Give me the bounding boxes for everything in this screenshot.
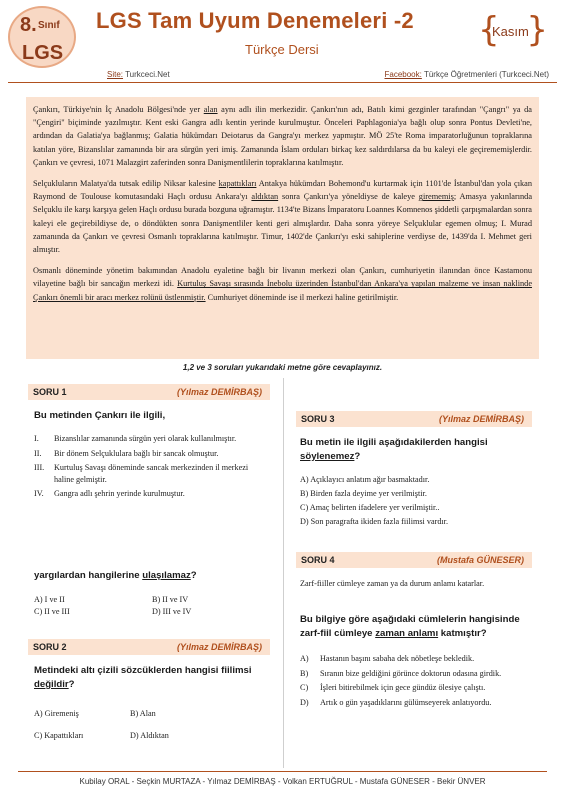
option-b[interactable]: B) Alan [130, 709, 156, 718]
month-label: Kasım [492, 24, 529, 39]
passage-paragraph-1: Çankırı, Türkiye'nin İç Anadolu Bölgesi'nde yer alan aynı adlı ilin merkezidir. Çankırı'nın adı, Batılı kimi gezginler tarafından "Çangrı" ya da "Çengiri" biçiminde yazılmıştır. Kent eski Gangra adlı kentin yerinde kurulmuştur. Önceleri Paphlagonia'ya bağlı olup sonra Pontus Devleti'ne, ardından da Galatia'ya bağlanmış; Galatia hükümdarı Deiotarus da Gangra'yı merkez yapmıştır. MÖ 25'te Roma imparatorluğunun topraklarına katılan yöre, Bizanslılar zamanında bir ara sürgün yeri imiş. Zamanında İslam orduları birkaç kez saldırdılarsa da bu kaleyi ele geçirememişlerdir. Çankırı ve çevresi, 1071 Malazgirt zaferinden sonra Danişmentlilerin topraklarına katılmıştır. [33, 105, 532, 167]
exam-label: LGS [22, 42, 64, 64]
question-4-text: Bu bilgiye göre aşağıdaki cümlelerin hangisinde zarf-fiil cümleye zaman anlamı katmıştır? [300, 614, 520, 639]
question-4-header: SORU 4 (Mustafa GÜNESER) [296, 552, 532, 568]
option-b[interactable]: B) Birden fazla deyime yer verilmiştir. [300, 489, 427, 498]
grade-suffix: Sınıf [38, 20, 60, 31]
option-d[interactable]: D) Artık o gün yaşadıklarını gülümseyerek anlatıyordu. [300, 697, 492, 707]
option-a[interactable]: A) Açıklayıcı anlatım ağır basmaktadır. [300, 475, 430, 484]
passage-paragraph-3: Osmanlı döneminde yönetim bakımından Anadolu eyaletine bağlı bir livanın merkezi olan Çankırı, cumhuriyetin ilanından önce Kastamonu vilayetine bağlı bir sancağın merkezi idi. Kurtuluş Savaşı sırasında İnebolu üzerinden İstanbul'dan Ankara'ya yapılan malzeme ve insan naklinde Çankırı önemli bir aracı merkez rolünü üstlenmiştir. Cumhuriyet döneminde ise il merkezi haline getirilmiştir. [33, 266, 532, 302]
list-item: III. Kurtuluş Savaşı döneminde sancak merkezinden il merkezi haline gelmiştir. [34, 463, 249, 484]
question-4-options [300, 653, 532, 711]
question-4-stem: Zarf-fiiller cümleye zaman ya da durum anlamı katarlar. [300, 579, 485, 588]
reading-passage [26, 97, 539, 359]
grade-number: 8. [20, 14, 37, 36]
site-link[interactable]: Site: Turkceci.Net [107, 70, 170, 79]
option-b[interactable]: B) II ve IV [152, 595, 189, 604]
facebook-link[interactable]: Facebook: Türkçe Öğretmenleri (Turkceci.Net) [384, 70, 549, 79]
footer-divider [18, 771, 547, 772]
instruction-text: 1,2 ve 3 soruları yukarıdaki metne göre cevaplayınız. [182, 363, 383, 372]
list-item: II. Bir dönem Selçuklulara bağlı bir sancak olmuştur. [34, 448, 219, 458]
question-2-text: Metindeki altı çizili sözcüklerden hangisi fiilimsi değildir? [34, 665, 252, 690]
passage-paragraph-2: Selçukluların Malatya'da tutsak edilip Niksar kalesine kapattıkları Antakya hükümdarı Bohemond'u kurtarmak için 1101'de İstanbul'dan yola çıkan Raymond de Toulouse komutasındaki Haçlı ordusu Ankara'yı aldıktan sonra Çankırı'ya yöneldiyse de kaleye girememiş; Amasya yakınlarında Selçuklu ile karşı karşıya gelen Haçlı ordusu burada bozguna uğramıştır. 1134'te Bizans İmparatoru Loannes Komnenos şiddetli çarpışmalardan sonra kaleyi ele geçirebildiyse de, o döndükten sonra Danişmentliler kenti geri almışlardır. Daha sonra yöreye Selçuklular egemen olmuş; I. Murad zamanında da Çankırı ve çevresi Osmanlı topraklarına katılmıştır. Timur, 1402'de Çankırı'yı eski sahiplerine verdiyse de, 1439'da I. Mehmet geri almıştır. [33, 179, 533, 255]
page-title: LGS Tam Uyum Denemeleri -2 [96, 8, 414, 33]
right-brace-icon: } [526, 10, 548, 50]
list-item: IV. Gangra adlı şehrin yerinde kurulmuştur. [34, 489, 185, 498]
question-3-header: SORU 3 (Yılmaz DEMİRBAŞ) [296, 411, 532, 427]
option-c[interactable]: C) II ve III [34, 607, 70, 616]
list-item: I. Bizanslılar zamanında sürgün yeri olarak kullanılmıştır. [34, 434, 237, 443]
question-1-items [34, 433, 270, 503]
question-2-header: SORU 2 (Yılmaz DEMİRBAŞ) [28, 639, 270, 655]
column-divider [283, 378, 284, 768]
question-3-options [300, 473, 532, 529]
left-brace-icon: { [478, 10, 500, 50]
footer-authors: Kubilay ORAL - Seçkin MURTAZA - Yılmaz DEMİRBAŞ - Volkan ERTUĞRUL - Mustafa GÜNESER - Bekir ÜNVER [79, 777, 486, 786]
option-a[interactable]: A) Giremeniş [34, 709, 79, 718]
question-3-text: Bu metin ile ilgili aşağıdakilerden hangisi söylenemez? [300, 437, 488, 462]
page-subtitle: Türkçe Dersi [245, 42, 319, 57]
question-1-options [34, 594, 270, 618]
option-c[interactable]: C) Amaç belirten ifadelere yer verilmiştir.. [300, 503, 440, 512]
header-divider [8, 82, 557, 83]
option-a[interactable]: A) I ve II [34, 595, 65, 604]
option-d[interactable]: D) III ve IV [152, 607, 192, 616]
question-1-header: SORU 1 (Yılmaz DEMİRBAŞ) [28, 384, 270, 400]
question-2-options [34, 703, 270, 747]
option-b[interactable]: B) Sıranın bize geldiğini görünce doktorun odasına girdik. [300, 668, 502, 678]
month-tag [478, 10, 548, 50]
option-d[interactable]: D) Aldıktan [130, 731, 169, 740]
question-1-text: Bu metinden Çankırı ile ilgili, [34, 410, 166, 421]
option-a[interactable]: A) Hastanın başını sabaha dek nöbetleşe bekledik. [300, 654, 475, 663]
option-c[interactable]: C) Kapattıkları [34, 731, 84, 740]
grade-badge [8, 6, 76, 68]
question-1-ask: yargılardan hangilerine ulaşılamaz? [34, 570, 197, 581]
option-d[interactable]: D) Son paragrafta ikiden fazla fiilimsi vardır. [300, 517, 449, 526]
option-c[interactable]: C) İşleri bitirebilmek için gece gündüz ölesiye çalıştı. [300, 683, 486, 692]
